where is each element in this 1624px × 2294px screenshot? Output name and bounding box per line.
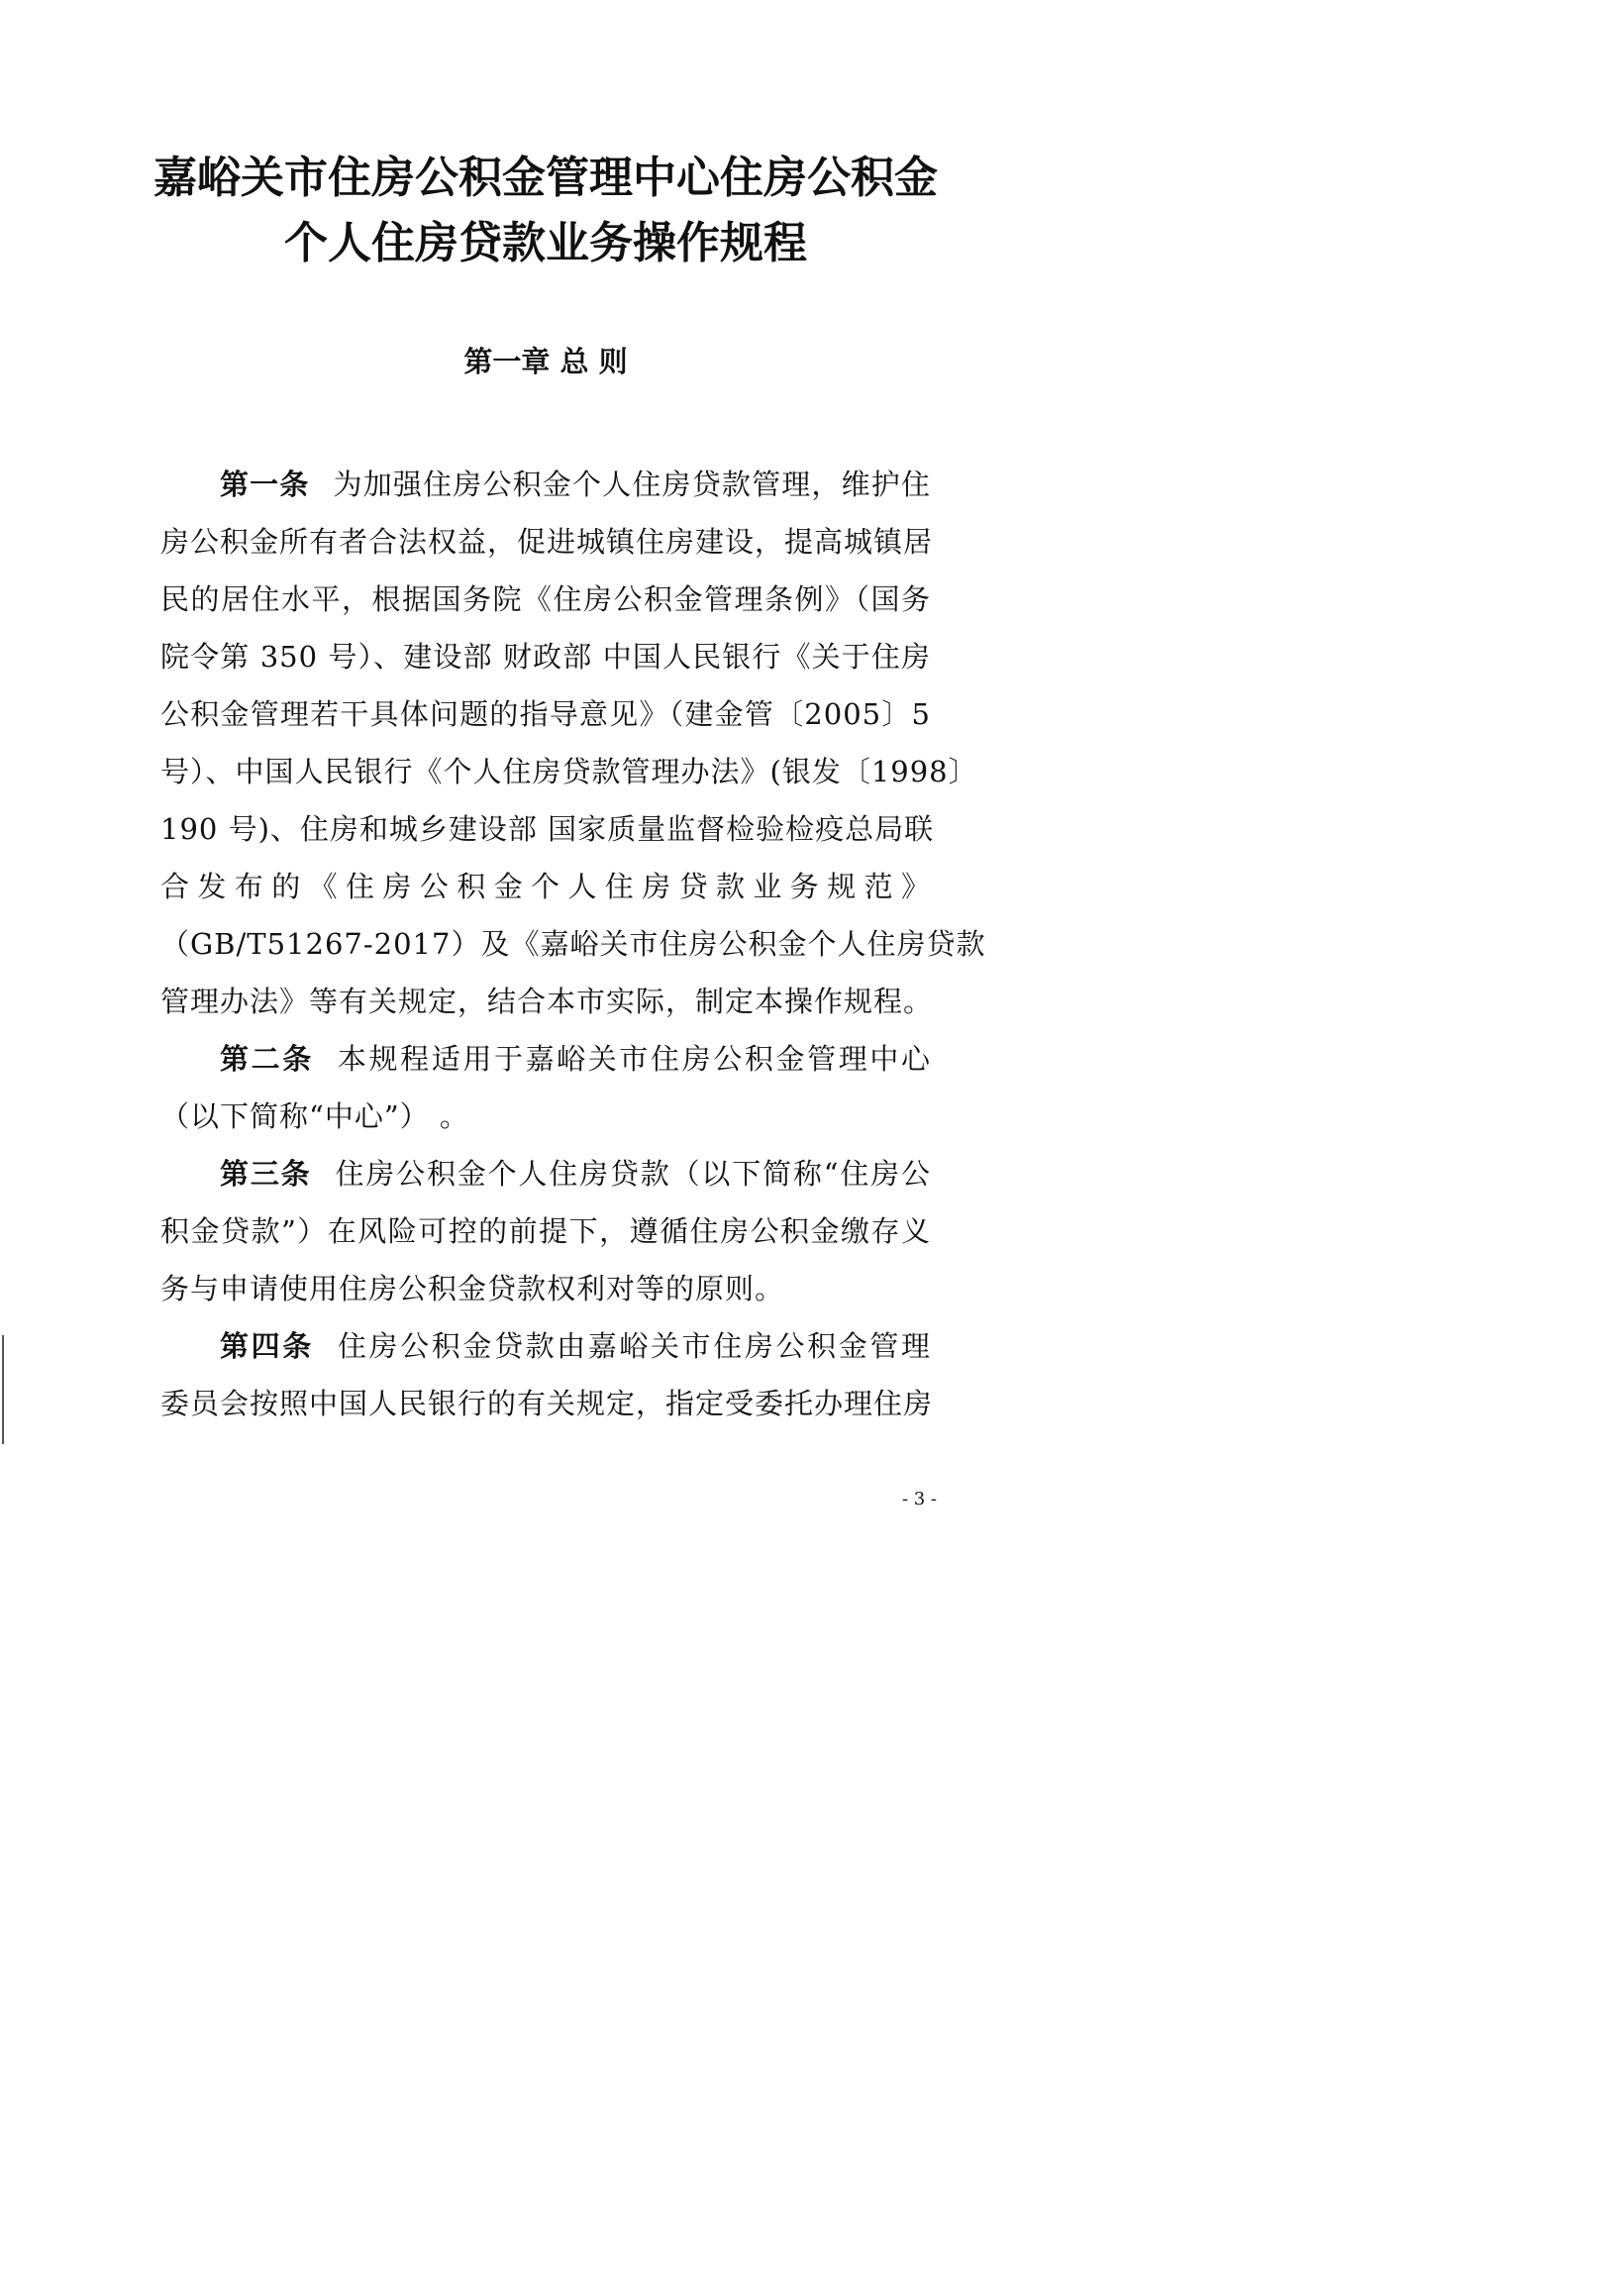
article-3-line-1 bbox=[220, 1151, 931, 1197]
article-4-line-1 bbox=[220, 1323, 931, 1369]
scan-edge-mark bbox=[2, 1335, 4, 1444]
article-1-line-9: （GB/T51267-2017）及《嘉峪关市住房公积金个人住房贷款 bbox=[160, 927, 986, 961]
article-3-line-2: 积金贷款”）在风险可控的前提下，遵循住房公积金缴存义 bbox=[160, 1214, 931, 1248]
article-1-line-2: 房公积金所有者合法权益，促进城镇住房建设，提高城镇居 bbox=[160, 525, 934, 559]
document-title-line-1: 嘉峪关市住房公积金管理中心住房公积金 bbox=[153, 153, 938, 203]
article-1-line-1 bbox=[220, 462, 931, 507]
article-2-line-2: （以下简称“中心”） 。 bbox=[160, 1099, 469, 1133]
article-1-label: 第一条 bbox=[220, 468, 310, 501]
article-1-line-10: 管理办法》等有关规定，结合本市实际，制定本操作规程。 bbox=[160, 985, 934, 1018]
article-3-line-3: 务与申请使用住房公积金贷款权利对等的原则。 bbox=[160, 1272, 785, 1305]
article-4-text: 住房公积金贷款由嘉峪关市住房公积金管理 bbox=[337, 1329, 931, 1363]
article-2-label: 第二条 bbox=[220, 1042, 314, 1076]
article-1-line-7: 190 号)、住房和城乡建设部 国家质量监督检验检疫总局联 bbox=[160, 812, 935, 846]
article-1-line-8: 合发布的《住房公积金个人住房贷款业务规范》 bbox=[160, 870, 931, 903]
article-1-line-6: 号）、中国人民银行《个人住房贷款管理办法》(银发〔1998〕 bbox=[160, 755, 978, 788]
article-2-line-1 bbox=[220, 1036, 931, 1082]
article-3-text: 住房公积金个人住房贷款（以下简称“住房公 bbox=[335, 1157, 931, 1191]
chapter-heading: 第一章 总 则 bbox=[463, 345, 628, 378]
page-number: - 3 - bbox=[901, 1489, 937, 1510]
article-1-text: 为加强住房公积金个人住房贷款管理，维护住 bbox=[333, 468, 931, 501]
article-2-text: 本规程适用于嘉峪关市住房公积金管理中心 bbox=[337, 1042, 931, 1076]
document-title-line-2: 个人住房贷款业务操作规程 bbox=[284, 218, 807, 268]
article-1-line-5: 公积金管理若干具体问题的指导意见》（建金管〔2005〕5 bbox=[160, 697, 931, 731]
article-1-line-3: 民的居住水平，根据国务院《住房公积金管理条例》（国务 bbox=[160, 582, 931, 616]
article-1-line-4: 院令第 350 号）、建设部 财政部 中国人民银行《关于住房 bbox=[160, 640, 931, 674]
article-3-label: 第三条 bbox=[220, 1157, 312, 1191]
article-4-line-2: 委员会按照中国人民银行的有关规定，指定受委托办理住房 bbox=[160, 1387, 934, 1420]
article-4-label: 第四条 bbox=[220, 1329, 314, 1363]
document-page bbox=[0, 0, 1091, 1541]
